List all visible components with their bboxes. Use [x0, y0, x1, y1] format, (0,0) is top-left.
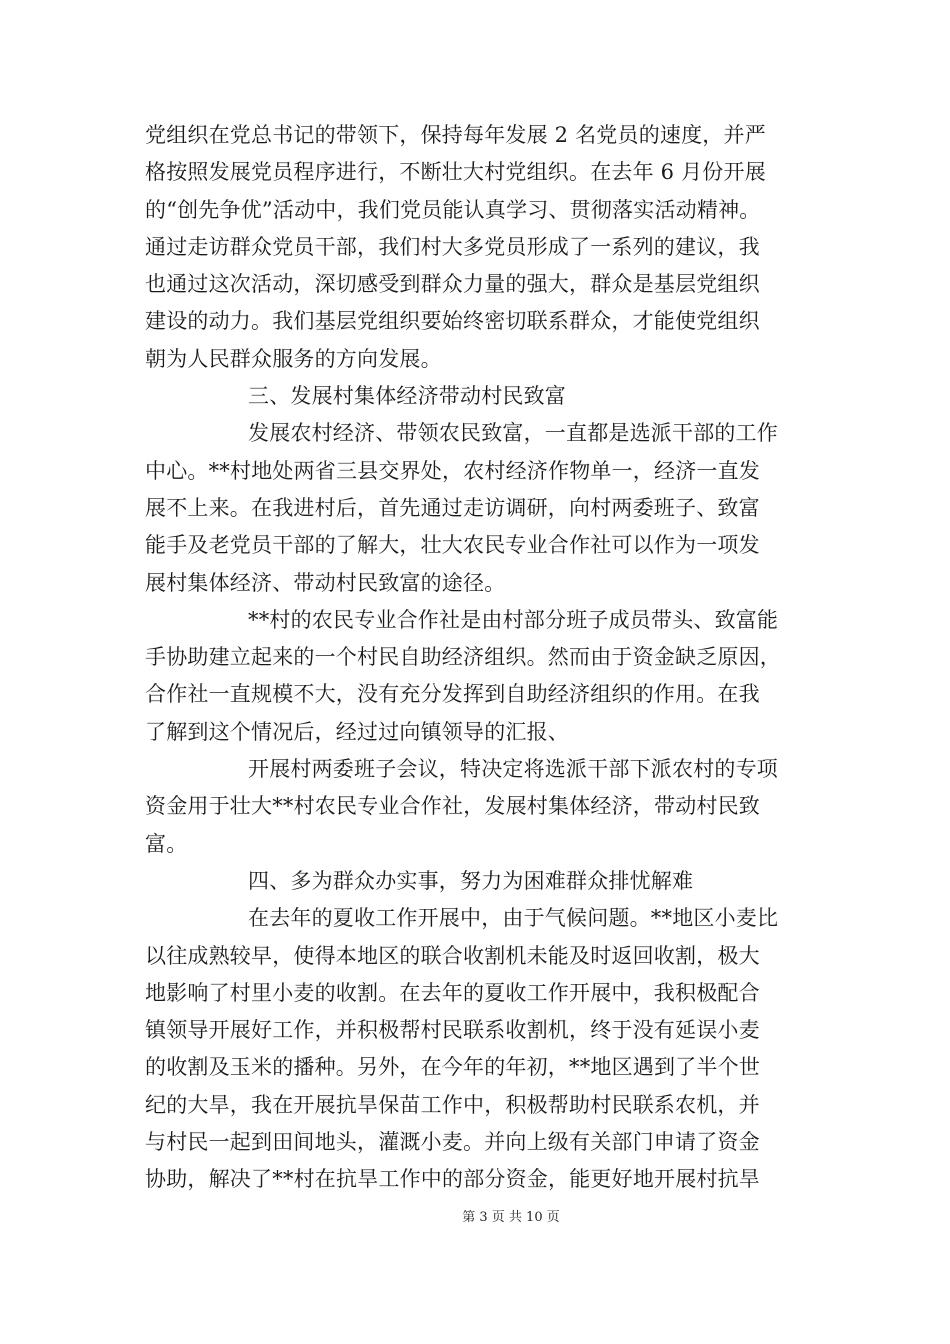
text-line: 开展村两委班子会议，特决定将选派干部下派农村的专项 [248, 757, 778, 782]
text-line: 党组织在党总书记的带领下，保持每年发展 2 名党员的速度，并严 [145, 123, 766, 147]
text-line: 中心。**村地处两省三县交界处，农村经济作物单一，经济一直发 [145, 458, 760, 483]
text-line: **村的农民专业合作社是由村部分班子成员带头、致富能 [248, 607, 779, 632]
text-line: 协助，解决了**村在抗旱工作中的部分资金，能更好地开展村抗旱 [145, 1167, 760, 1192]
text-line: 以往成熟较早，使得本地区的联合收割机未能及时返回收割，极大 [145, 943, 760, 968]
body-text [145, 117, 815, 1199]
text-line: 地影响了村里小麦的收割。在去年的夏收工作开展中，我积极配合 [145, 980, 760, 1005]
text-line: 在去年的夏收工作开展中，由于气候问题。**地区小麦比 [248, 906, 779, 931]
text-line: 的收割及玉米的播种。另外，在今年的年初，**地区遇到了半个世 [145, 1055, 760, 1080]
text-line: 三、发展村集体经济带动村民致富 [248, 384, 566, 409]
text-line: 四、多为群众办实事，努力为困难群众排忧解难 [248, 868, 694, 893]
text-line: 了解到这个情况后，经过过向镇领导的汇报、 [145, 719, 569, 744]
text-line: 发展农村经济、带领农民致富，一直都是选派干部的工作 [248, 421, 778, 446]
text-line: 能手及老党员干部的了解大，壮大农民专业合作社可以作为一项发 [145, 533, 760, 558]
text-line: 合作社一直规模不大，没有充分发挥到自助经济组织的作用。在我 [145, 682, 760, 707]
text-line: 展不上来。在我进村后，首先通过走访调研，向村两委班子、致富 [145, 495, 760, 520]
text-line: 与村民一起到田间地头，灌溉小麦。并向上级有关部门申请了资金 [145, 1130, 760, 1155]
text-line: 富。 [145, 831, 188, 856]
text-line: 镇领导开展好工作，并积极帮村民联系收割机，终于没有延误小麦 [145, 1018, 760, 1043]
text-line: 纪的大旱，我在开展抗旱保苗工作中，积极帮助村民联系农机，并 [145, 1092, 760, 1117]
text-line: 也通过这次活动，深切感受到群众力量的强大，群众是基层党组织 [145, 272, 760, 297]
text-line: 建设的动力。我们基层党组织要始终密切联系群众，才能使党组织 [145, 309, 760, 334]
text-line: 格按照发展党员程序进行，不断壮大村党组织。在去年 6 月份开展 [145, 160, 766, 185]
text-line: 的“创先争优”活动中，我们党员能认真学习、贯彻落实活动精神。 [145, 197, 761, 222]
text-line: 资金用于壮大**村农民专业合作社，发展村集体经济，带动村民致 [145, 794, 760, 819]
text-line: 朝为人民群众服务的方向发展。 [145, 346, 442, 371]
text-line: 手协助建立起来的一个村民自助经济组织。然而由于资金缺乏原因， [145, 645, 781, 670]
page-number: 第 3 页 共 10 页 [462, 1210, 560, 1225]
text-line: 展村集体经济、带动村民致富的途径。 [145, 570, 506, 595]
text-line: 通过走访群众党员干部，我们村大多党员形成了一系列的建议，我 [145, 234, 760, 259]
